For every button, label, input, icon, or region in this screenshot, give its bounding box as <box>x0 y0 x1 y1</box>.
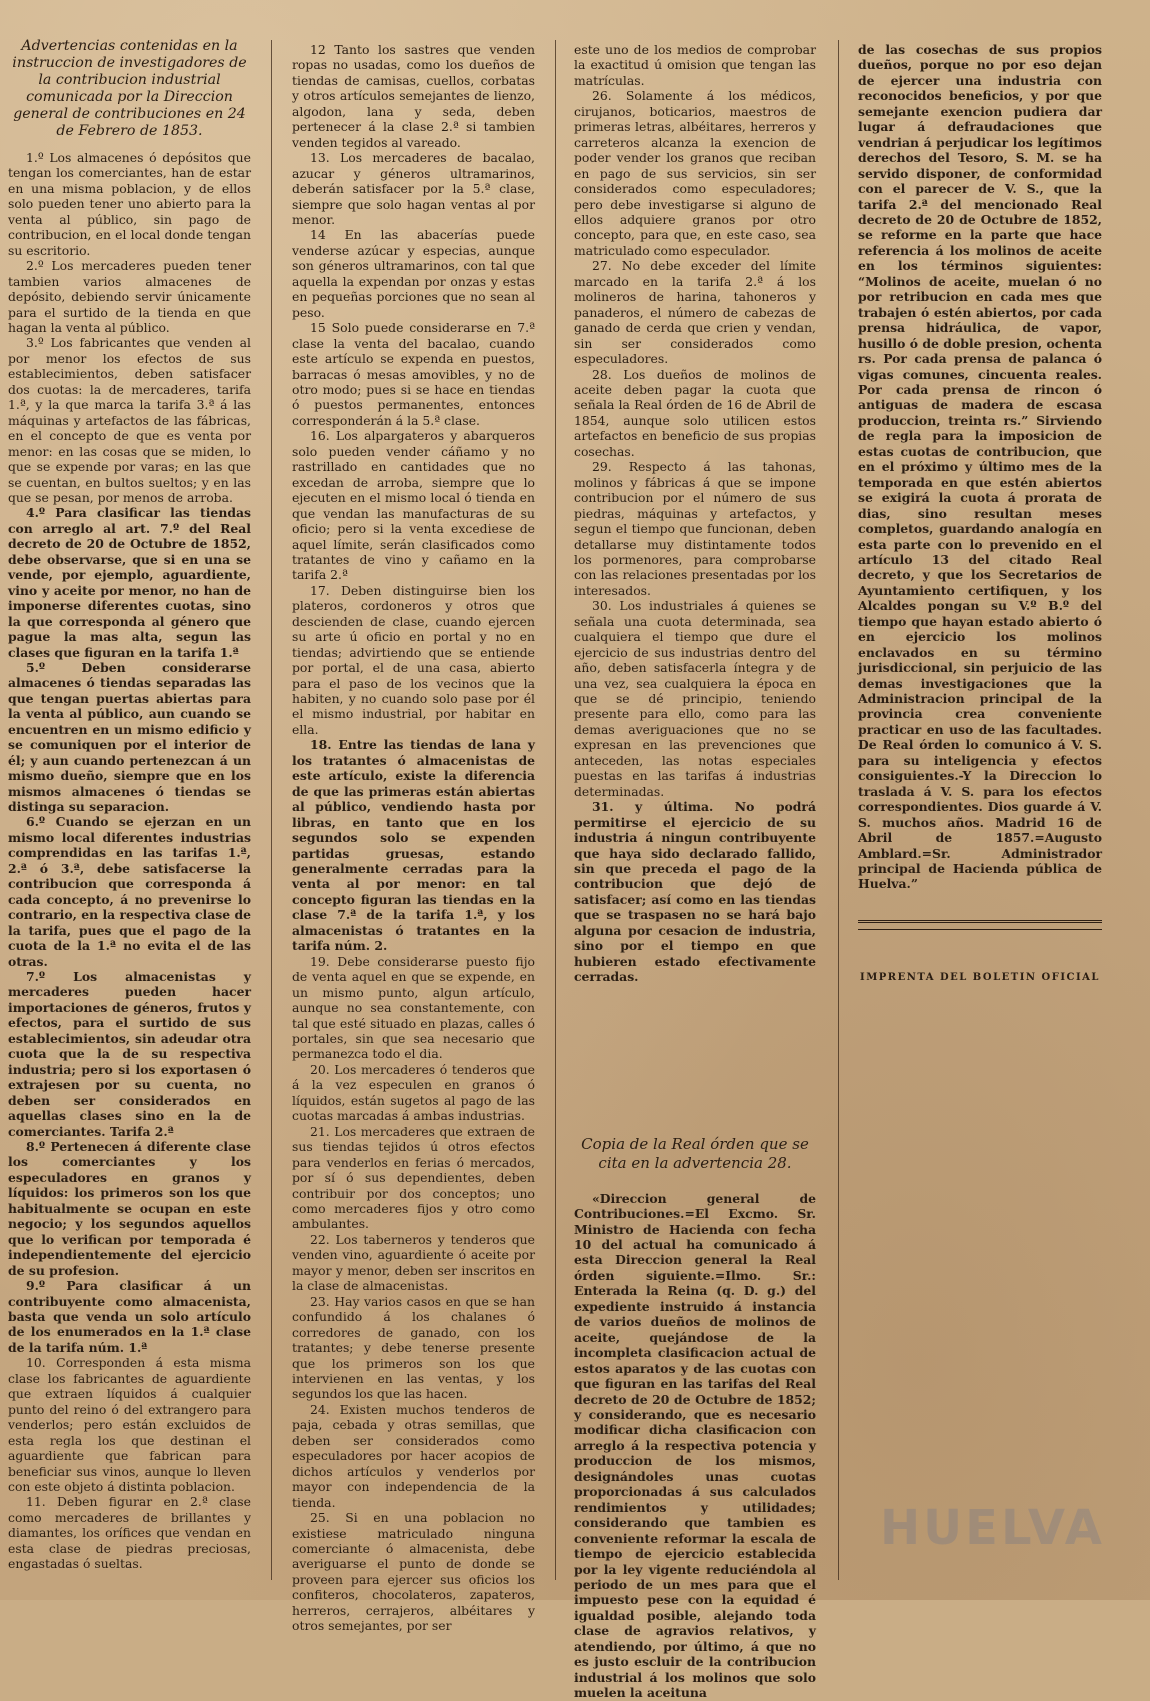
article-paragraph: 26. Solamente á los médicos, cirujanos, boticarios, maestros de primeras letras, albéitares, herreros y carreteros alcanza la exencion de poder vender los granos que reciban en pago de sus servicios, sin ser considerados como especuladores; pero debe investigarse si alguno de ellos adquiere granos por otro concepto, para que, en este caso, sea matriculado como especulador. <box>574 88 816 258</box>
article-paragraph: 5.º Deben considerarse almacenes ó tiendas separadas las que tengan puertas abiertas para la venta al público, aun cuando se encuentren en un mismo edificio y se comuniquen por el interior de él; y aun cuando pertenezcan á un mismo dueño, siempre que en los mismos almacenes ó tiendas se distinga su separacion. <box>8 659 251 815</box>
article-paragraph: 25. Si en una poblacion no existiese matriculado ninguna comerciante ó almacenista, debe averiguarse el punto de donde se proveen para ejercer sus oficios los confiteros, chocolateros, zapateros, herreros, cerrajeros, albéitares y otros semejantes, por ser <box>292 1510 535 1634</box>
imprint-line: IMPRENTA DEL BOLETIN OFICIAL <box>860 971 1100 983</box>
article-paragraph: 17. Deben distinguirse bien los plateros, cordoneros y otros que descienden de clase, cuando ejercen su arte ú oficio en portal y no en tiendas; advirtiendo que se entiende por portal, el de una casa, abierto para el paso de los vecinos que la habiten, y no cuando solo pase por él el mismo industrial, por habitar en ella. <box>292 582 535 737</box>
royal-order-continuation: de las cosechas de sus propios dueños, porque no por eso dejan de ejercer una industria con reconocidos beneficios, y por que semejante exencion pudiera dar lugar á defraudaciones que vendrian á perjudicar los legítimos derechos del Tesoro, S. M. se ha servido disponer, de conformidad con el parecer de V. S., que la tarifa 2.ª del mencionado Real decreto de 20 de Octubre de 1852, se reforme en la parte que hace referencia á los molinos de aceite en los términos siguientes: “Molinos de aceite, muelan ó no por retribucion en cada mes que trabajen ó estén abiertos, por cada prensa hidráulica, de vapor, husillo ó de doble presion, ochenta rs. Por cada prensa de palanca ó vigas comunes, cincuenta reales. Por cada prensa de rincon ó antiguas de madera de escasa produccion, treinta rs.” Sirviendo de regla para la imposicion de estas cuotas de contribucion, que en el próximo y último mes de la temporada en que estén abiertos se exigirá la cuota á prorata de dias, sino resultan meses completos, guardando analogía en esta parte con lo prevenido en el artículo 13 del citado Real decreto, y que los Secretarios de Ayuntamiento certifiquen, y los Alcaldes pongan su V.º B.º del tiempo que hayan estado abierto ó en ejercicio los molinos enclavados en su término jurisdiccional, sin perjuicio de las demas investigaciones que la Administracion principal de la provincia crea conveniente practicar en uso de las facultades. De Real órden lo comunico á V. S. para su inteligencia y efectos consiguientes.-Y la Direccion lo traslada á V. S. para los efectos correspondientes. Dios guarde á V. S. muchos años. Madrid 16 de Abril de 1857.=Augusto Amblard.=Sr. Administrador principal de Hacienda pública de Huelva.” <box>858 42 1102 892</box>
article-paragraph: 7.º Los almacenistas y mercaderes pueden hacer importaciones de géneros, frutos y efectos, para el surtido de sus establecimientos, sin adeudar otra cuota que la de su respectiva industria; pero si los exportasen ó extrajesen por su cuenta, no deben ser considerados en aquellas clases sino en la de comerciantes. Tarifa 2.ª <box>8 969 251 1139</box>
article-paragraph: 31. y última. No podrá permitirse el ejercicio de su industria á ningun contribuyente que haya sido declarado fallido, sin que preceda el pago de la contribucion que dejó de satisfacer; así como en las tiendas que se traspasen no se hará bajo alguna por cesacion de industria, sino por el tiempo en que hubieren estado efectivamente cerradas. <box>574 799 816 985</box>
article-paragraph: 11. Deben figurar en 2.ª clase como mercaderes de brillantes y diamantes, los orífices que vendan en esta clase de piedras preciosas, engastadas ó sueltas. <box>8 1494 251 1572</box>
article-paragraph: 30. Los industriales á quienes se señala una cuota determinada, sea cualquiera el tiempo que dure el ejercicio de sus industrias dentro del año, deben satisfacerla íntegra y de una vez, sea cualquiera la época en que se dé principio, teniendo presente para ello, como para las demas averiguaciones que no se expresan en las prevenciones que anteceden, las notas especiales puestas en las tarifas á industrias determinadas. <box>574 598 816 799</box>
column-rule <box>271 40 272 1580</box>
column-4 <box>858 42 1105 1590</box>
article-paragraph: 13. Los mercaderes de bacalao, azucar y géneros ultramarinos, deberán satisfacer por la 5.ª clase, siempre que solo hagan ventas al por menor. <box>292 150 535 227</box>
column-3 <box>574 42 816 1701</box>
archive-watermark: HUELVA <box>880 1500 1105 1556</box>
article-paragraph: 27. No debe exceder del límite marcado en la tarifa 2.ª á los molineros de harina, tahoneros y panaderos, el número de cabezas de ganado de cerda que crien y vendan, sin ser considerados como especuladores. <box>574 258 816 367</box>
article-paragraph: 29. Respecto á las tahonas, molinos y fábricas á que se impone contribucion por el número de sus piedras, máquinas y artefactos, y segun el tiempo que funcionan, deben detallarse muy distintamente todos los pormenores, para comprobarse con las relaciones presentadas por los interesados. <box>574 459 816 598</box>
royal-order-text: «Direccion general de Contribuciones.=El Excmo. Sr. Ministro de Hacienda con fecha 10 del actual ha comunicado á esta Direccion general la Real órden siguiente.=Ilmo. Sr.: Enterada la Reina (q. D. g.) del expediente instruido á instancia de varios dueños de molinos de aceite, quejándose de la incompleta clasificacion actual de estos aparatos y de las cuotas con que figuran en las tarifas del Real decreto de 20 de Octubre de 1852; y considerando, que es necesario modificar dicha clasificacion con arreglo á la respectiva potencia y produccion de los mismos, designándoles unas cuotas proporcionadas á sus calculados rendimientos y utilidades; considerando que tambien es conveniente reformar la escala de tiempo de ejercicio establecida por la ley vigente reduciéndola al periodo de un mes para que el impuesto pese con la equidad é igualdad posible, alejando toda clase de agravios relativos, y atendiendo, por último, á que no es justo escluir de la contribucion industrial á los molinos que solo muelen la aceituna <box>574 1190 816 1701</box>
article-paragraph: 21. Los mercaderes que extraen de sus tiendas tejidos ú otros efectos para venderlos en ferias ó mercados, por sí ó sus dependientes, deben contribuir por dos conceptos; uno como mercaderes fijos y otro como ambulantes. <box>292 1123 535 1232</box>
article-paragraph: 16. Los alpargateros y abarqueros solo pueden vender cáñamo y no rastrillado en cantidades que no excedan de arroba, siempre que lo ejecuten en el mismo local ó tienda en que vendan las manufacturas de su oficio; pero si la venta excediese de aquel límite, serán clasificados como tratantes de vino y cañamo en la tarifa 2.ª <box>292 428 535 583</box>
article-paragraph: 8.º Pertenecen á diferente clase los comerciantes y los especuladores en granos y líquidos: los primeros son los que habitualmente se ocupan en este negocio; y los segundos aquellos que lo verifican por temporada é independientemente del ejercicio de su profesion. <box>8 1139 251 1278</box>
article-paragraph: este uno de los medios de comprobar la exactitud ú omision que tengan las matrículas. <box>574 42 816 88</box>
article-paragraph: 18. Entre las tiendas de lana y los tratantes ó almacenistas de este artículo, existe la diferencia de que las primeras están abiertas al público, vendiendo hasta por libras, en tanto que en los segundos solo se expenden partidas gruesas, estando generalmente cerradas para la venta al por menor: en tal concepto figuran las tiendas en la clase 7.ª de la tarifa 1.ª, y los almacenistas ó tratantes en la tarifa núm. 2. <box>292 737 535 954</box>
closing-double-rule <box>858 920 1102 930</box>
article-paragraph: 15 Solo puede considerarse en 7.ª clase la venta del bacalao, cuando este artículo se expenda en puestos, barracas ó mesas amovibles, y no de otro modo; pues si se hace en tiendas ó puestos permanentes, entonces corresponderán á la 5.ª clase. <box>292 320 535 428</box>
article-paragraph: 19. Debe considerarse puesto fijo de venta aquel en que se expende, en un mismo punto, algun artículo, aunque no sea constantemente, con tal que esté situado en plazas, calles ó portales, sin que sea necesario que permanezca todo el dia. <box>292 953 535 1062</box>
article-paragraph: 22. Los taberneros y tenderos que venden vino, aguardiente ó aceite por mayor y menor, deben ser inscritos en la clase de almacenistas. <box>292 1231 535 1294</box>
article-paragraph: 23. Hay varios casos en que se han confundido á los chalanes ó corredores de ganado, con los tratantes; y debe tenerse presente que los primeros son los que intervienen en las ventas, y los segundos los que las hacen. <box>292 1293 535 1402</box>
article-paragraph: 24. Existen muchos tenderos de paja, cebada y otras semillas, que deben ser considerados como especuladores por hacer acopios de dichos artículos y venderlos por mayor con independencia de la tienda. <box>292 1401 535 1510</box>
column-rule <box>838 40 839 1580</box>
article-paragraph: 6.º Cuando se ejerzan en un mismo local diferentes industrias comprendidas en las tarifas 1.ª, 2.ª ó 3.ª, debe satisfacerse la contribucion que corresponda á cada concepto, á no prevenirse lo contrario, en la respectiva clase de la tarifa, pues que el pago de la cuota de la 1.ª no evita el de las otras. <box>8 814 251 969</box>
column-2 <box>292 42 535 1634</box>
article-paragraph: 4.º Para clasificar las tiendas con arreglo al art. 7.º del Real decreto de 20 de Octubre de 1852, debe observarse, que si en una se vende, por ejemplo, aguardiente, vino y aceite por menor, no han de imponerse diferentes cuotas, sino la que corresponda al género que pague la mas alta, segun las clases que figuran en la tarifa 1.ª <box>8 505 251 660</box>
section-heading: Advertencias contenidas en la instruccion de investigadores de la contribucion industrial comunicada por la Direccion general de contribuciones en 24 de Febrero de 1853. <box>12 38 247 139</box>
article-paragraph: 9.º Para clasificar á un contribuyente como almacenista, basta que venda un solo artículo de los enumerados en la 1.ª clase de la tarifa núm. 1.ª <box>8 1278 251 1355</box>
column-1 <box>8 38 251 1590</box>
article-paragraph: 1.º Los almacenes ó depósitos que tengan los comerciantes, han de estar en una misma poblacion, y de ellos solo pueden tener uno abierto para la venta al público, sin pago de contribucion, en el local donde tengan su escritorio. <box>8 150 251 258</box>
article-paragraph: 2.º Los mercaderes pueden tener tambien varios almacenes de depósito, debiendo servir únicamente para el surtido de la tienda en que hagan la venta al público. <box>8 258 251 335</box>
article-paragraph: 12 Tanto los sastres que venden ropas no usadas, como los dueños de tiendas de camisas, cuellos, corbatas y otros artículos semejantes de lienzo, algodon, lana y seda, deben pertenecer á la clase 2.ª si tambien venden tegidos al vareado. <box>292 42 535 150</box>
article-paragraph: 20. Los mercaderes ó tenderos que á la vez especulen en granos ó líquidos, están sugetos al pago de las cuotas marcadas á ambas industrias. <box>292 1061 535 1124</box>
article-paragraph: 10. Corresponden á esta misma clase los fabricantes de aguardiente que extraen líquidos á cualquier punto del reino ó del extrangero para venderlos; pero están excluidos de esta regla los que destinan el aguardiente que fabrican para beneficiar sus vinos, aunque lo lleven con este objeto á distinta poblacion. <box>8 1355 251 1494</box>
section-subheading: Copia de la Real órden que se cita en la advertencia 28. <box>581 1134 809 1172</box>
article-paragraph: 14 En las abacerías puede venderse azúcar y especias, aunque son géneros ultramarinos, con tal que aquella la expendan por onzas y estas en pequeñas porciones que no sean al peso. <box>292 227 535 320</box>
column-rule <box>555 40 556 1580</box>
article-paragraph: 28. Los dueños de molinos de aceite deben pagar la cuota que señala la Real órden de 16 de Abril de 1854, aunque solo utilicen estos artefactos en beneficio de sus propias cosechas. <box>574 366 816 459</box>
article-paragraph: 3.º Los fabricantes que venden al por menor los efectos de sus establecimientos, deben satisfacer dos cuotas: la de mercaderes, tarifa 1.ª, y la que marca la tarifa 3.ª á las máquinas y artefactos de las fábricas, en el concepto de que es venta por menor: en las cosas que se miden, lo que se expende por varas; en las que se cuentan, en bultos sueltos; y en las que se pesan, por menos de arroba. <box>8 335 251 505</box>
